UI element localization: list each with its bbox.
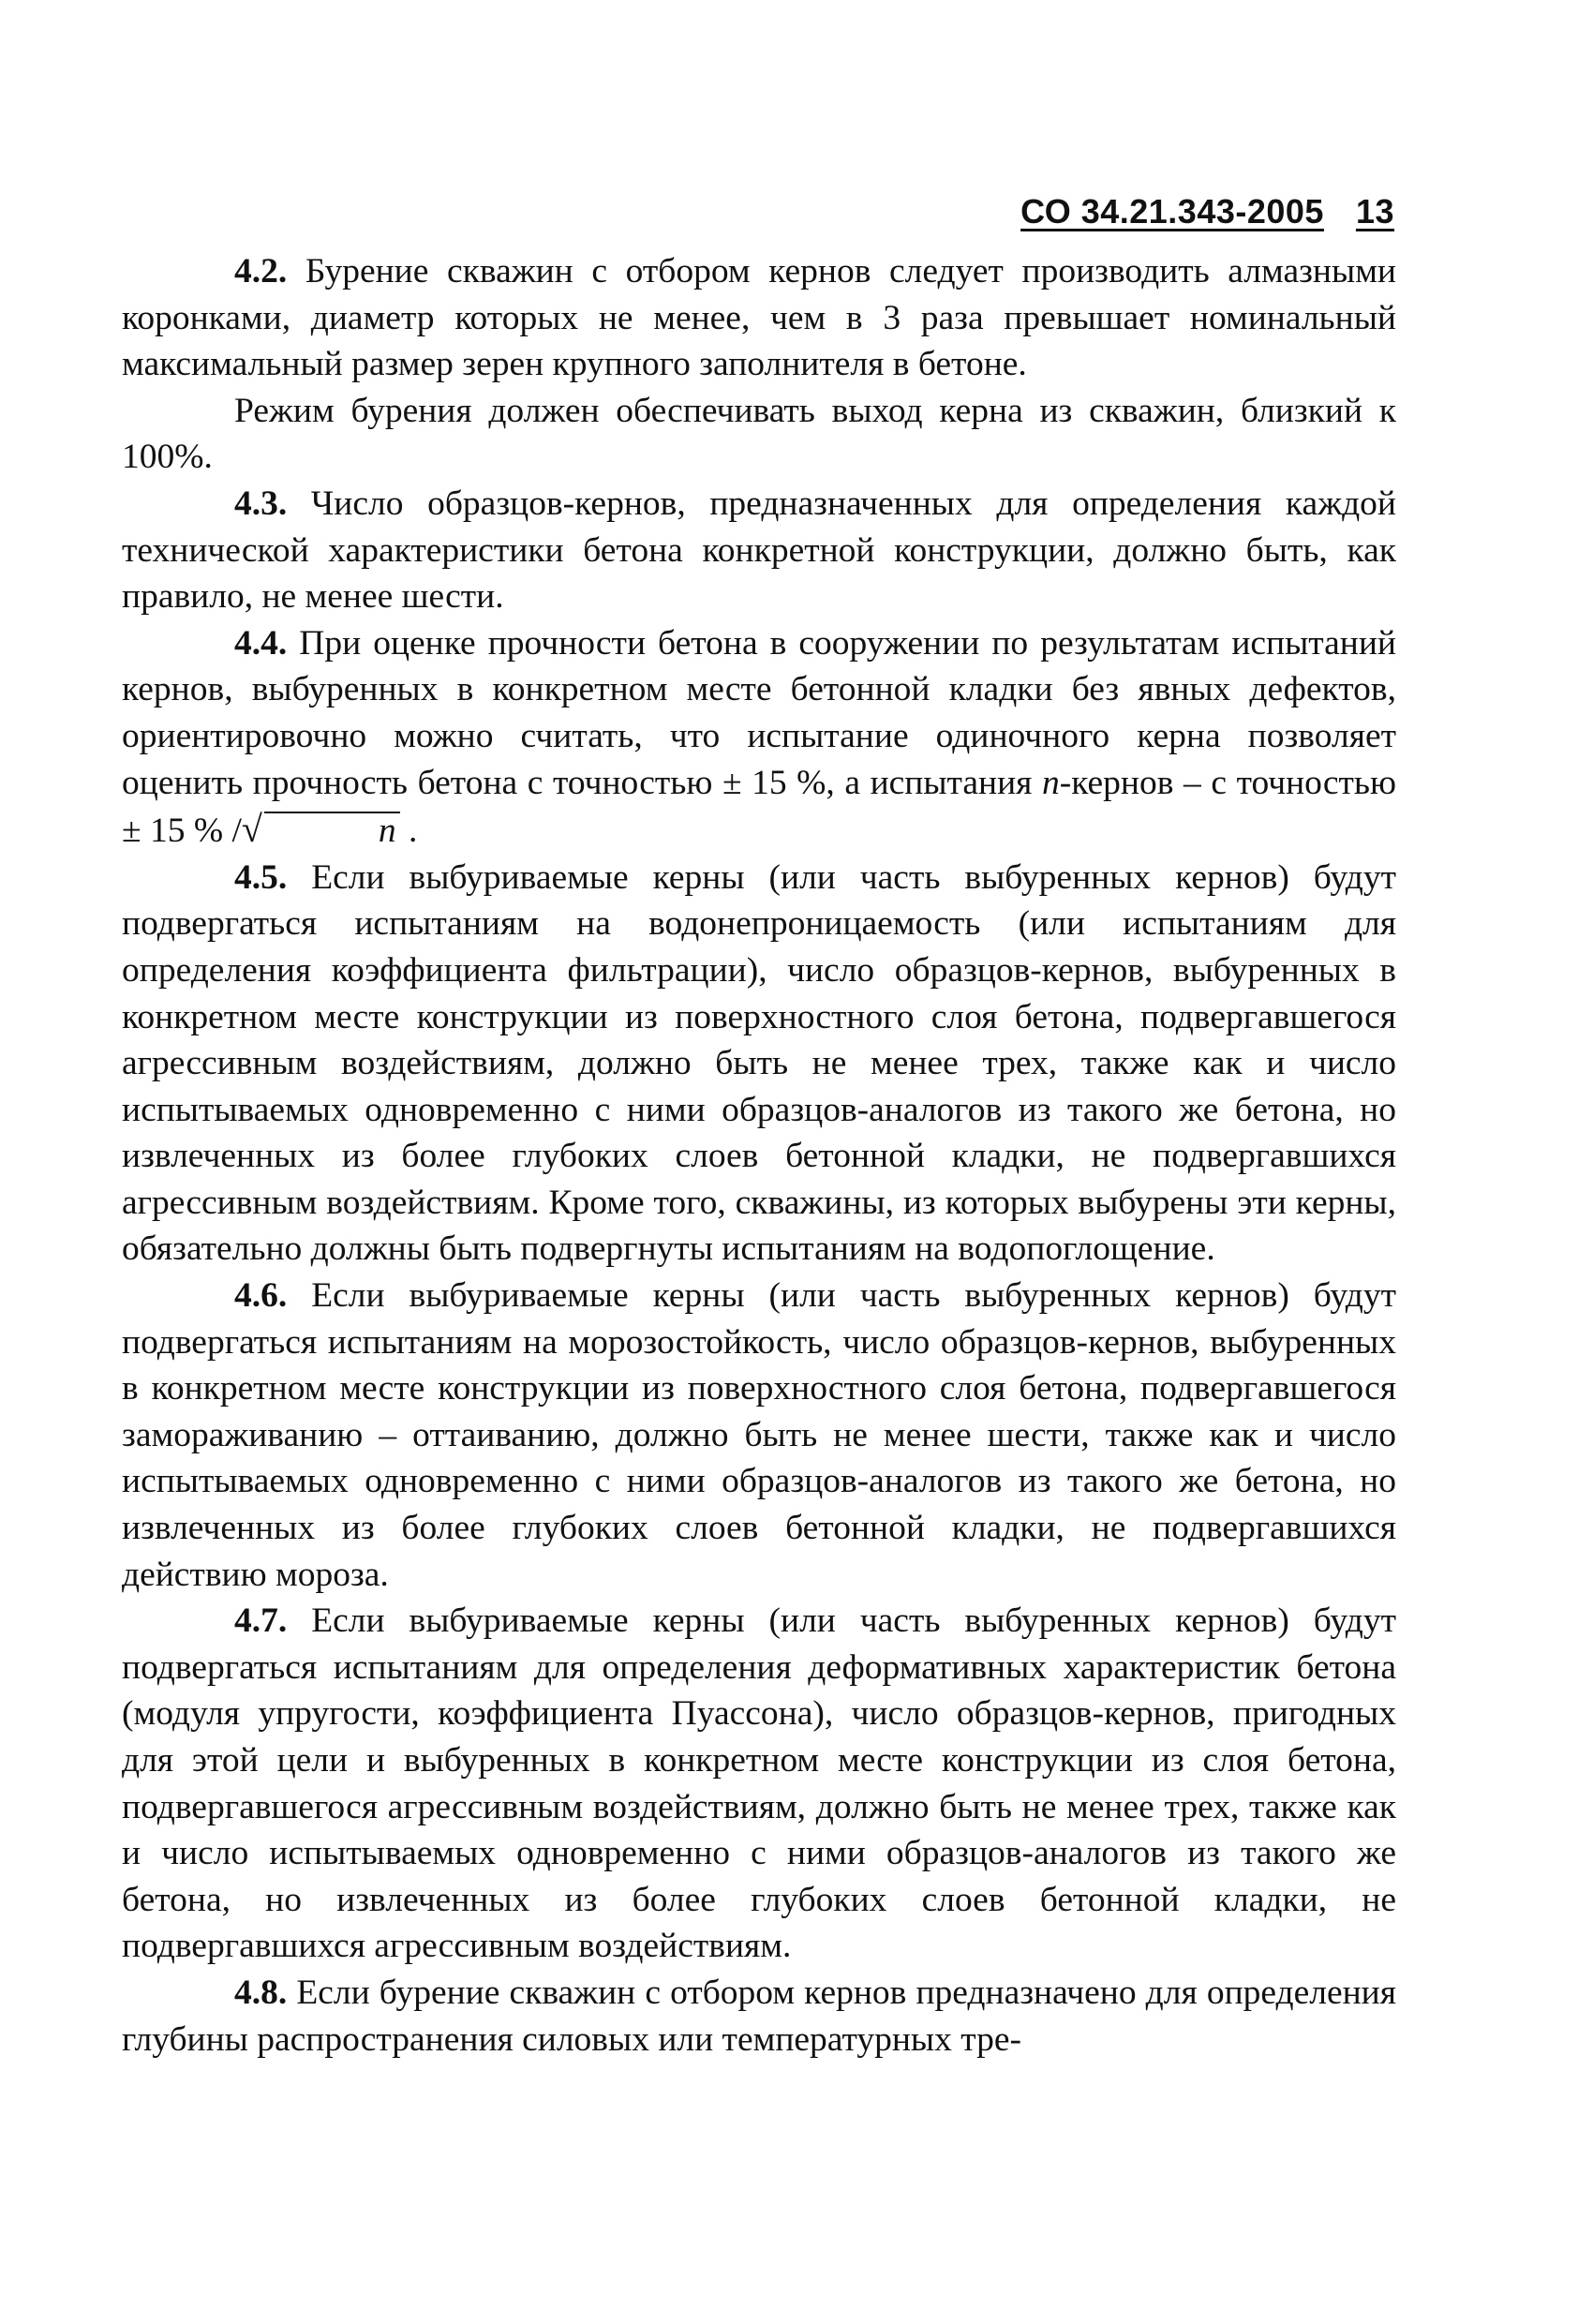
- page-number: 13: [1355, 192, 1394, 231]
- paragraph-text: Если выбуриваемые керны (или часть выбуренных кернов) будут подвергаться испытаниям на водонепроницаемость (или испытаниям для определения коэффициента фильтрации), число образцов-кернов, выбуренных в конкретном месте конструкции из поверхностного слоя бетона, подвергавшегося агрессивным воздействиям, должно быть не менее трех, также как и число испытываемых одновременно с ними образцов-аналогов из такого же бетона, но извлеченных из более глубоких слоев бетонной кладки, не подвергавшихся агрессивным воздействиям. Кроме того, скважины, из которых выбурены эти керны, обязательно должны быть подвергнуты испытаниям на водопоглощение.: [122, 857, 1397, 1269]
- sqrt-radicand: [264, 812, 400, 849]
- paragraph-text: Бурение скважин с отбором кернов следует производить алмазными коронками, диаметр которых не менее, чем в 3 раза превышает номинальный максимальный размер зерен крупного заполнителя в бетоне.: [122, 252, 1396, 384]
- formula-variable: n: [1042, 763, 1060, 802]
- paragraph-text: Если выбуриваемые керны (или часть выбуренных кернов) будут подвергаться испытаниям для определения деформативных характеристик бетона (модуля упругости, коэффициента Пуассона), число образцов-кернов, пригодных для этой цели и выбуренных в конкретном месте конструкции из слоя бетона, подвергавшегося агрессивным воздействиям, должно быть не менее трех, также как и число испытываемых одновременно с ними образцов-аналогов из такого же бетона, но извлеченных из более глубоких слоев бетонной кладки, не подвергавшихся агрессивным воздействиям.: [122, 1601, 1397, 1966]
- paragraph-number: 4.2.: [234, 252, 288, 290]
- paragraph-text: Если бурение скважин с отбором кернов предназначено для определения глубины распространения силовых или температурных тре-: [122, 1973, 1396, 2059]
- page-header: [1020, 192, 1394, 231]
- formula-text: -кернов – с точностью ± 15 % /: [122, 763, 1396, 851]
- paragraph-text: Если выбуриваемые керны (или часть выбуренных кернов) будут подвергаться испытаниям на морозостойкость, число образцов-кернов, выбуренных в конкретном месте конструкции из поверхностного слоя бетона, подвергавшегося замораживанию – оттаиванию, должно быть не менее шести, также как и число испытываемых одновременно с ними образцов-аналогов из такого же бетона, но извлеченных из более глубоких слоев бетонной кладки, не подвергавшихся действию мороза.: [122, 1276, 1397, 1594]
- paragraph-text: Режим бурения должен обеспечивать выход керна из скважин, близкий к 100%.: [122, 391, 1396, 477]
- paragraph-4-6: [122, 1273, 1396, 1598]
- paragraph-number: 4.5.: [234, 857, 288, 897]
- paragraph-text: При оценке прочности бетона в сооружении по результатам испытаний кернов, выбуренных в конкретном месте бетонной кладки без явных дефектов, ориентировочно можно считать, что испытание одиночного керна позволяет оценить прочность бетона с точностью ± 15 %, а испытания: [122, 623, 1396, 802]
- paragraph-4-7: [122, 1598, 1396, 1970]
- document-code: СО 34.21.343-2005: [1020, 192, 1324, 231]
- sqrt-symbol: √: [241, 808, 262, 851]
- formula-suffix: .: [399, 812, 418, 851]
- paragraph-drilling-mode: [122, 388, 1396, 481]
- paragraph-number: 4.8.: [234, 1973, 288, 2012]
- paragraph-number: 4.7.: [234, 1601, 288, 1641]
- paragraph-4-4: [122, 620, 1396, 855]
- paragraph-4-3: [122, 481, 1396, 620]
- paragraph-4-2: [122, 248, 1396, 388]
- paragraph-number: 4.3.: [234, 484, 288, 523]
- paragraph-text: Число образцов-кернов, предназначенных для определения каждой технической характеристики бетона конкретной конструкции, должно быть, как правило, не менее шести.: [122, 484, 1396, 617]
- document-body: [122, 248, 1396, 2063]
- paragraph-4-5: [122, 855, 1396, 1273]
- formula-variable-n: n: [378, 812, 396, 851]
- paragraph-number: 4.6.: [234, 1276, 288, 1316]
- paragraph-4-8: [122, 1970, 1396, 2063]
- paragraph-number: 4.4.: [234, 623, 288, 663]
